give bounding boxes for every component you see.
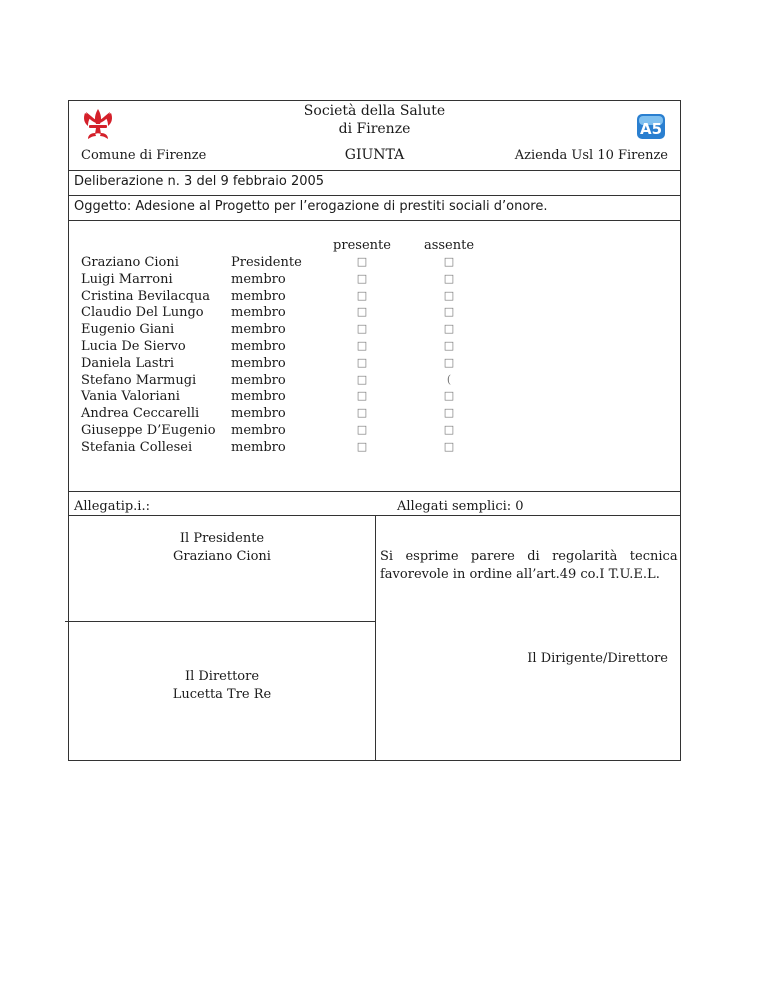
member-role: Presidente bbox=[231, 255, 302, 270]
presente-column-header: presente bbox=[333, 238, 391, 253]
member-name: Giuseppe D’Eugenio bbox=[81, 423, 216, 438]
divider bbox=[69, 170, 680, 171]
assente-checkbox[interactable]: □ bbox=[443, 322, 455, 336]
header-title-line1: Società della Salute bbox=[303, 103, 446, 119]
oggetto-text: Oggetto: Adesione al Progetto per l’erogazione di prestiti sociali d’onore. bbox=[74, 199, 548, 214]
assente-checkbox[interactable]: □ bbox=[443, 288, 455, 302]
presente-checkbox[interactable]: □ bbox=[356, 322, 368, 336]
presente-checkbox[interactable]: □ bbox=[356, 423, 368, 436]
presente-checkbox[interactable]: □ bbox=[356, 339, 368, 352]
assente-checkbox[interactable]: □ bbox=[443, 389, 455, 403]
presidente-name: Graziano Cioni bbox=[173, 549, 271, 564]
presente-checkbox[interactable]: □ bbox=[356, 288, 368, 302]
divider bbox=[69, 220, 680, 221]
member-role: membro bbox=[231, 355, 286, 371]
member-name: Vania Valoriani bbox=[81, 389, 180, 405]
direttore-title: Il Direttore bbox=[184, 669, 260, 684]
member-name: Cristina Bevilacqua bbox=[81, 288, 211, 304]
presente-checkbox[interactable]: □ bbox=[356, 305, 368, 319]
deliberation-form bbox=[68, 100, 681, 761]
presente-checkbox[interactable]: □ bbox=[356, 372, 368, 386]
divider bbox=[69, 491, 680, 492]
member-role: membro bbox=[231, 423, 286, 438]
assente-checkbox[interactable]: ( bbox=[446, 372, 452, 386]
svg-text:A5: A5 bbox=[639, 120, 663, 138]
assente-checkbox[interactable]: □ bbox=[443, 255, 455, 268]
assente-checkbox[interactable]: □ bbox=[443, 406, 455, 420]
assente-checkbox[interactable]: □ bbox=[443, 271, 455, 285]
member-role: membro bbox=[231, 288, 286, 304]
divider bbox=[65, 621, 375, 622]
member-name: Stefano Marmugi bbox=[81, 372, 197, 388]
member-name: Luigi Marroni bbox=[81, 271, 173, 287]
member-name: Claudio Del Lungo bbox=[81, 305, 204, 321]
member-role: membro bbox=[231, 439, 286, 455]
member-role: membro bbox=[231, 372, 286, 388]
allegati-semplici-label: Allegati semplici: 0 bbox=[397, 499, 524, 514]
assente-column-header: assente bbox=[423, 238, 475, 253]
member-name: Daniela Lastri bbox=[81, 355, 175, 371]
presente-checkbox[interactable]: □ bbox=[356, 389, 368, 403]
header-title-line2: di Firenze bbox=[338, 121, 411, 137]
presente-checkbox[interactable]: □ bbox=[356, 439, 368, 453]
member-name: Eugenio Giani bbox=[81, 322, 175, 338]
assente-checkbox[interactable]: □ bbox=[443, 339, 455, 352]
member-role: membro bbox=[231, 406, 286, 422]
member-role: membro bbox=[231, 389, 286, 405]
direttore-name: Lucetta Tre Re bbox=[172, 687, 272, 702]
member-role: membro bbox=[231, 305, 286, 321]
member-name: Stefania Collesei bbox=[81, 439, 193, 455]
member-name: Graziano Cioni bbox=[81, 255, 179, 270]
presente-checkbox[interactable]: □ bbox=[356, 255, 368, 268]
assente-checkbox[interactable]: □ bbox=[443, 355, 455, 369]
member-role: membro bbox=[231, 339, 286, 354]
presente-checkbox[interactable]: □ bbox=[356, 355, 368, 369]
parere-line2: favorevole in ordine all’art.49 co.I T.U.E.L. bbox=[380, 567, 660, 582]
member-name: Andrea Ceccarelli bbox=[81, 406, 200, 422]
presente-checkbox[interactable]: □ bbox=[356, 271, 368, 285]
deliberazione-text: Deliberazione n. 3 del 9 febbraio 2005 bbox=[74, 174, 325, 189]
member-role: membro bbox=[231, 271, 286, 287]
assente-checkbox[interactable]: □ bbox=[443, 439, 455, 453]
presidente-title: Il Presidente bbox=[179, 531, 265, 546]
comune-label: Comune di Firenze bbox=[81, 148, 207, 163]
giunta-label: GIUNTA bbox=[344, 147, 405, 163]
allegati-pi-label: Allegatip.i.: bbox=[74, 499, 150, 514]
divider bbox=[69, 195, 680, 196]
assente-checkbox[interactable]: □ bbox=[443, 423, 455, 436]
assente-checkbox[interactable]: □ bbox=[443, 305, 455, 319]
parere-line1: Si esprime parere di regolarità tecnica bbox=[380, 549, 678, 564]
presente-checkbox[interactable]: □ bbox=[356, 406, 368, 420]
signature-column-divider bbox=[375, 515, 376, 761]
member-role: membro bbox=[231, 322, 286, 338]
dirigente-title: Il Dirigente/Direttore bbox=[527, 651, 668, 666]
azienda-label: Azienda Usl 10 Firenze bbox=[514, 148, 668, 163]
member-name: Lucia De Siervo bbox=[81, 339, 186, 354]
